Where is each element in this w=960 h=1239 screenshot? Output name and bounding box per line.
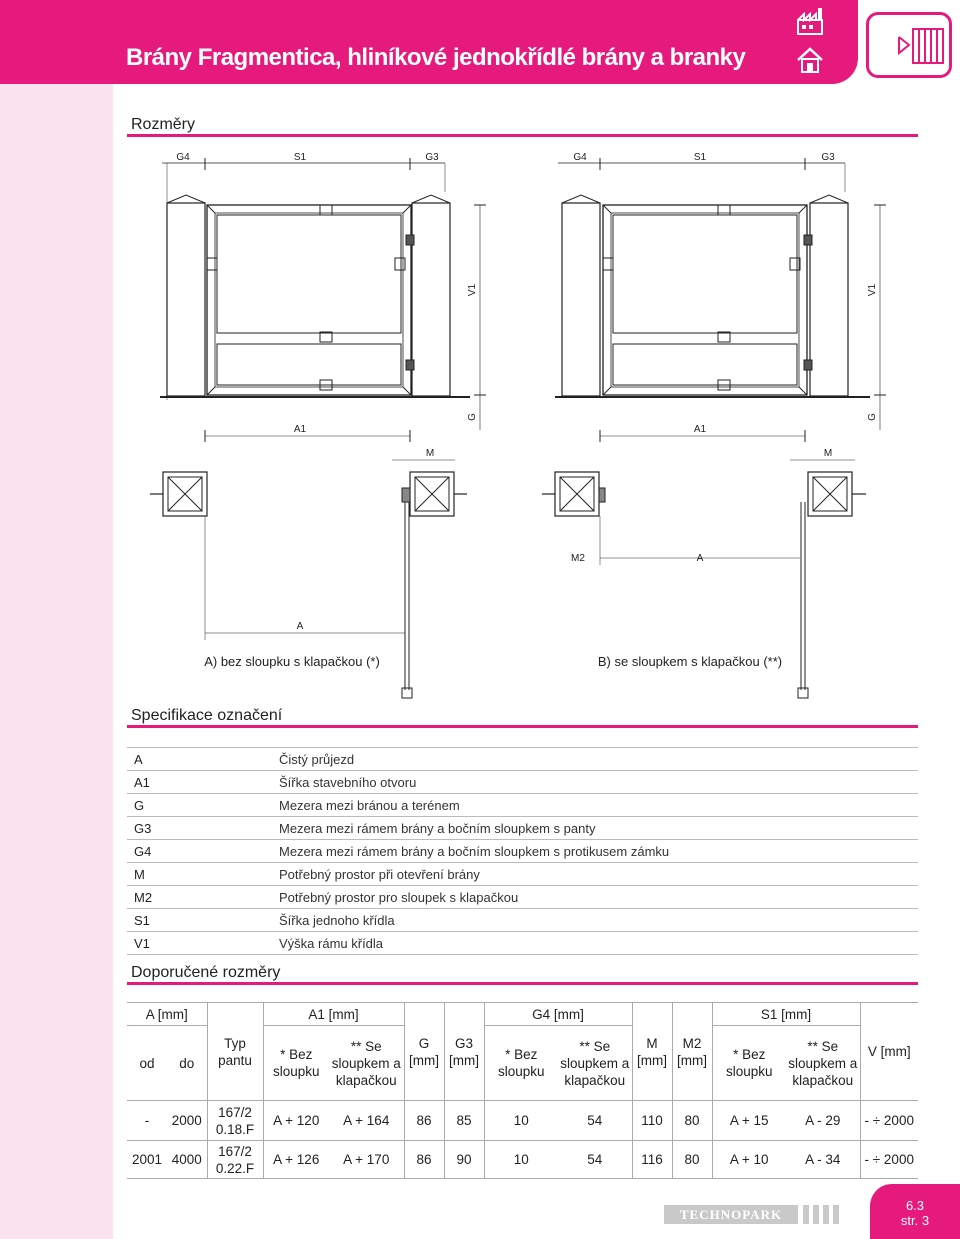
gate-icon <box>869 15 949 75</box>
list-item <box>127 747 918 770</box>
spec-list <box>127 747 918 955</box>
cell-s1-se: A - 34 <box>786 1141 860 1179</box>
spec-title: Specifikace označení <box>131 707 283 724</box>
spec-code: A <box>134 752 143 767</box>
cell-g3: 85 <box>444 1101 484 1141</box>
spec-code: S1 <box>134 913 150 928</box>
factory-icon <box>796 6 824 36</box>
cell-v: - ÷ 2000 <box>860 1101 918 1141</box>
header-a1: A1 [mm] <box>263 1003 404 1026</box>
label-g3-a: G3 <box>425 152 439 163</box>
cell-od: - <box>127 1101 167 1141</box>
caption-b: B) se sloupkem s klapačkou (**) <box>597 654 783 669</box>
spec-code: M2 <box>134 890 153 905</box>
header-a: A [mm] <box>127 1003 207 1026</box>
cell-do: 2000 <box>167 1101 207 1141</box>
header-g4-se: ** Se sloupkem a klapačkou <box>558 1026 632 1101</box>
recommended-title: Doporučené rozměry <box>131 964 281 981</box>
cell-do: 4000 <box>167 1141 207 1179</box>
header-s1: S1 [mm] <box>712 1003 860 1026</box>
label-g-b: G <box>867 413 878 421</box>
header-s1-bez: * Bez sloupku <box>712 1026 786 1101</box>
spec-desc: Potřebný prostor při otevření brány <box>279 867 480 882</box>
cell-g3: 90 <box>444 1141 484 1179</box>
label-s1-b: S1 <box>693 152 707 163</box>
gate-drawing <box>140 140 920 700</box>
recommended-divider <box>127 982 918 985</box>
header-typ: Typ pantu <box>207 1003 263 1101</box>
spec-code: V1 <box>134 936 150 951</box>
list-item <box>127 793 918 816</box>
page-title: Brány Fragmentica, hliníkové jednokřídlé brány a branky <box>126 44 746 71</box>
label-m-b: M <box>823 448 833 459</box>
spec-code: G <box>134 798 145 813</box>
house-icon <box>796 46 824 74</box>
cell-a1-se: A + 164 <box>329 1101 404 1141</box>
header-od: od <box>127 1026 167 1101</box>
spec-code: M <box>134 867 145 882</box>
cell-od: 2001 <box>127 1141 167 1179</box>
label-v1-a: V1 <box>467 283 478 297</box>
list-item <box>127 931 918 955</box>
label-g3-b: G3 <box>821 152 835 163</box>
header-g3: G3 [mm] <box>444 1003 484 1101</box>
cell-typ: 167/2 0.18.F <box>207 1101 263 1141</box>
list-item <box>127 816 918 839</box>
cell-typ: 167/2 0.22.F <box>207 1141 263 1179</box>
spec-desc: Šířka jednoho křídla <box>279 913 395 928</box>
spec-desc: Šířka stavebního otvoru <box>279 775 417 790</box>
cell-a1-bez: A + 120 <box>263 1101 329 1141</box>
spec-code: G4 <box>134 844 152 859</box>
caption-a: A) bez sloupku s klapačkou (*) <box>204 654 380 669</box>
list-item <box>127 770 918 793</box>
label-v1-b: V1 <box>867 283 878 297</box>
page-number-tab <box>870 1184 960 1239</box>
label-a1-b: A1 <box>693 424 707 435</box>
header-m: M [mm] <box>632 1003 672 1101</box>
cell-m2: 80 <box>672 1101 712 1141</box>
spec-code: A1 <box>134 775 150 790</box>
cell-g4-se: 54 <box>558 1101 632 1141</box>
cell-s1-bez: A + 15 <box>712 1101 786 1141</box>
header-g4: G4 [mm] <box>484 1003 632 1026</box>
header-s1-se: ** Se sloupkem a klapačkou <box>786 1026 860 1101</box>
gate-a-elevation <box>150 158 486 698</box>
header-bar <box>0 0 858 84</box>
page-number: str. 3 <box>900 1213 930 1228</box>
header-g4-bez: * Bez sloupku <box>484 1026 558 1101</box>
cell-g: 86 <box>404 1101 444 1141</box>
cell-g4-se: 54 <box>558 1141 632 1179</box>
label-s1-a: S1 <box>293 152 307 163</box>
spec-desc: Potřebný prostor pro sloupek s klapačkou <box>279 890 519 905</box>
spec-divider <box>127 725 918 728</box>
header-do: do <box>167 1026 207 1101</box>
cell-m2: 80 <box>672 1141 712 1179</box>
logo-bar <box>833 1205 839 1224</box>
table-row <box>127 1101 918 1141</box>
dimensions-title: Rozměry <box>131 116 196 133</box>
label-a-a: A <box>296 621 304 632</box>
list-item <box>127 839 918 862</box>
gate-b-elevation <box>542 158 886 698</box>
logo-bar <box>803 1205 809 1224</box>
cell-m: 116 <box>632 1141 672 1179</box>
spec-desc: Čistý průjezd <box>279 752 355 767</box>
cell-s1-bez: A + 10 <box>712 1141 786 1179</box>
spec-desc: Výška rámu křídla <box>279 936 384 951</box>
dimensions-table <box>127 1002 918 1179</box>
cell-a1-bez: A + 126 <box>263 1141 329 1179</box>
label-g4-a: G4 <box>176 152 190 163</box>
logo-bar <box>823 1205 829 1224</box>
list-item <box>127 862 918 885</box>
cell-v: - ÷ 2000 <box>860 1141 918 1179</box>
gate-icon-tab[interactable] <box>866 12 952 78</box>
cell-m: 110 <box>632 1101 672 1141</box>
page-section: 6.3 <box>905 1198 925 1213</box>
cell-a1-se: A + 170 <box>329 1141 404 1179</box>
label-m-a: M <box>425 448 435 459</box>
dimensions-divider <box>127 134 918 137</box>
cell-g: 86 <box>404 1141 444 1179</box>
header-v: V [mm] <box>860 1003 918 1101</box>
technopark-logo: TECHNOPARK <box>664 1205 798 1224</box>
header-m2: M2 [mm] <box>672 1003 712 1101</box>
label-a-b: A <box>696 553 704 564</box>
label-a1-a: A1 <box>293 424 307 435</box>
cell-s1-se: A - 29 <box>786 1101 860 1141</box>
header-a1-bez: * Bez sloupku <box>263 1026 329 1101</box>
spec-desc: Mezera mezi rámem brány a bočním sloupkem s panty <box>279 821 596 836</box>
list-item <box>127 885 918 908</box>
label-g4-b: G4 <box>573 152 587 163</box>
table-row <box>127 1141 918 1179</box>
spec-desc: Mezera mezi rámem brány a bočním sloupkem s protikusem zámku <box>279 844 670 859</box>
header-a1-se: ** Se sloupkem a klapačkou <box>329 1026 404 1101</box>
header-g: G [mm] <box>404 1003 444 1101</box>
spec-code: G3 <box>134 821 152 836</box>
list-item <box>127 908 918 931</box>
left-strip <box>0 84 113 1239</box>
spec-desc: Mezera mezi bránou a terénem <box>279 798 460 813</box>
label-g-a: G <box>467 413 478 421</box>
cell-g4-bez: 10 <box>484 1101 558 1141</box>
label-m2: M2 <box>571 553 585 564</box>
cell-g4-bez: 10 <box>484 1141 558 1179</box>
logo-bar <box>813 1205 819 1224</box>
